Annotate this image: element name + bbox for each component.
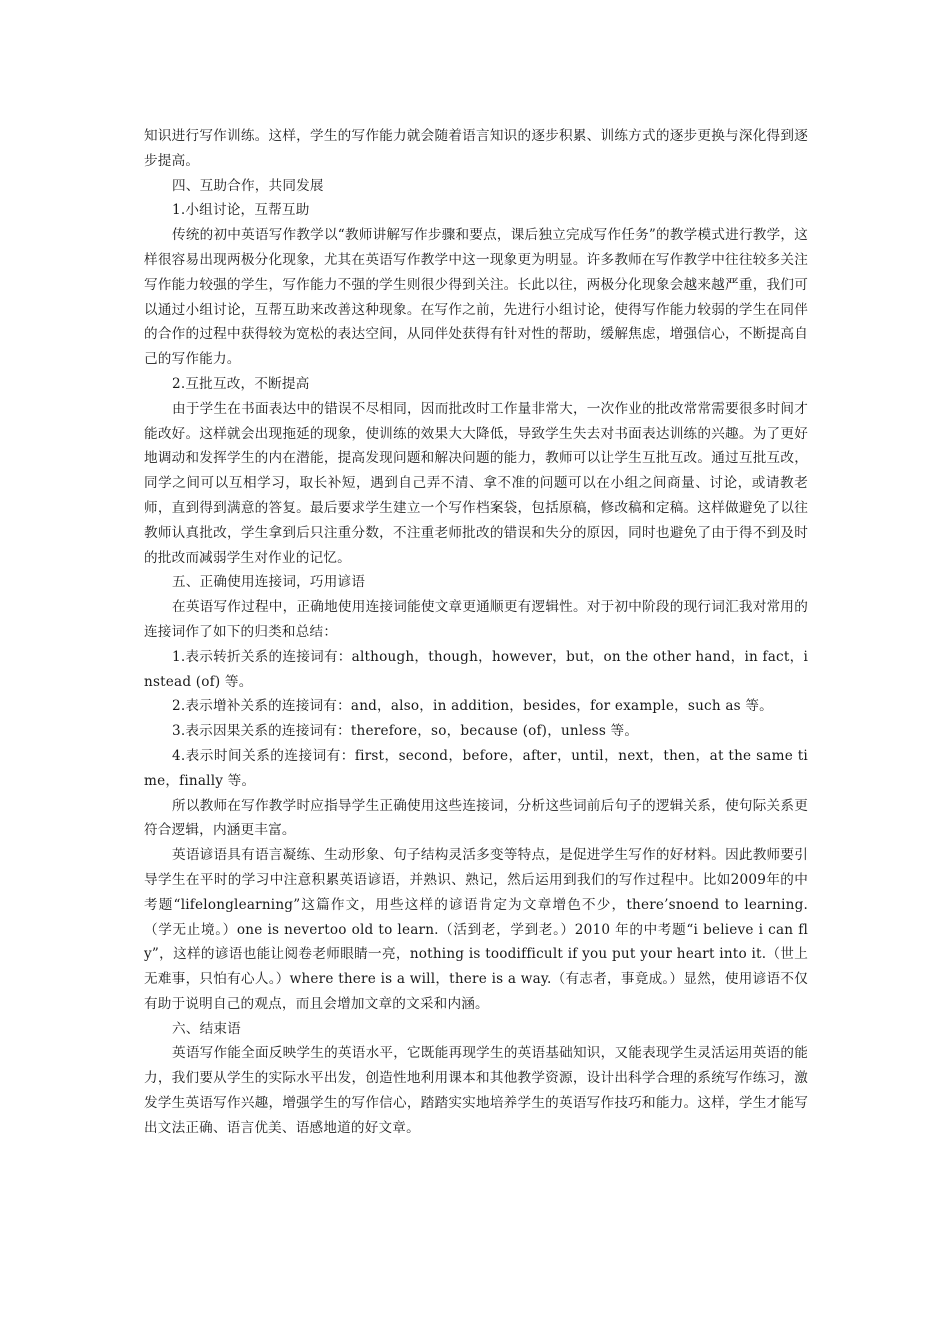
paragraph-connectives-intro: 在英语写作过程中，正确地使用连接词能使文章更通顺更有逻辑性。对于初中阶段的现行词汇我对常用的连接词作了如下的归类和总结： [144, 599, 808, 640]
paragraph-connectives-summary: 所以教师在写作教学时应指导学生正确使用这些连接词，分析这些词前后句子的逻辑关系，使句际关系更符合逻辑，内涵更丰富。 [144, 797, 808, 839]
subsection-heading-4-2: 2.互批互改，不断提高 [172, 375, 310, 392]
paragraph-continuation: 知识进行写作训练。这样，学生的写作能力就会随着语言知识的逐步积累、训练方式的逐步更换与深化得到逐步提高。 [144, 128, 808, 169]
document-page [144, 124, 808, 1141]
paragraph-proverbs: 英语谚语具有语言凝练、生动形象、句子结构灵活多变等特点，是促进学生写作的好材料。因此教师要引导学生在平时的学习中注意积累英语谚语，并熟识、熟记，然后运用到我们的写作过程中。比如2009年的中考题“lifelonglearning”这篇作文，用些这样的谚语肯定为文章增色不少，there’snoend to learning.（学无止境。）one is nevertoo old to learn.（活到老，学到老。）2010 年的中考题“i believe i can fly”，这样的谚语也能让阅卷老师眼睛一亮，nothing is toodifficult if you put your heart into it.（世上无难事，只怕有心人。）where there is a will，there is a way.（有志者，事竟成。）显然，使用谚语不仅有助于说明自己的观点，而且会增加文章的文采和内涵。 [144, 847, 808, 1012]
section-heading-5: 五、正确使用连接词，巧用谚语 [172, 574, 366, 591]
paragraph-peer-correction: 由于学生在书面表达中的错误不尽相同，因而批改时工作量非常大，一次作业的批改常常需要很多时间才能改好。这样就会出现拖延的现象，使训练的效果大大降低，导致学生失去对书面表达训练的兴趣。为了更好地调动和发挥学生的内在潜能，提高发现问题和解决问题的能力，教师可以让学生互批互改。通过互批互改，同学之间可以互相学习，取长补短，遇到自己弄不清、拿不准的问题可以在小组之间商量、讨论，或请教老师，直到得到满意的答复。最后要求学生建立一个写作档案袋，包括原稿，修改稿和定稿。这样做避免了以往教师认真批改，学生拿到后只注重分数，不注重老师批改的错误和失分的原因，同时也避免了由于得不到及时的批改而减弱学生对作业的记忆。 [144, 400, 808, 566]
paragraph-conclusion: 英语写作能全面反映学生的英语水平，它既能再现学生的英语基础知识，又能表现学生灵活运用英语的能力，我们要从学生的实际水平出发，创造性地利用课本和其他教学资源，设计出科学合理的系统写作练习，激发学生英语写作兴趣，增强学生的写作信心，踏踏实实地培养学生的英语写作技巧和能力。这样，学生才能写出文法正确、语言优美、语感地道的好文章。 [144, 1045, 808, 1136]
section-heading-4: 四、互助合作，共同发展 [172, 177, 324, 194]
paragraph-group-discussion: 传统的初中英语写作教学以“教师讲解写作步骤和要点，课后独立完成写作任务”的教学模式进行教学，这样很容易出现两极分化现象，尤其在英语写作教学中这一现象更为明显。许多教师在写作教学中往往较多关注写作能力较强的学生，写作能力不强的学生则很少得到关注。长此以往，两极分化现象会越来越严重，我们可以通过小组讨论，互帮互助来改善这种现象。在写作之前，先进行小组讨论，使得写作能力较弱的学生在同伴的合作的过程中获得较为宽松的表达空间，从同伴处获得有针对性的帮助，缓解焦虑，增强信心，不断提高自己的写作能力。 [144, 227, 808, 368]
list-item-cause: 3.表示因果关系的连接词有：therefore，so，because (of)，unless 等。 [172, 723, 639, 740]
list-item-addition: 2.表示增补关系的连接词有：and，also，in addition，besides，for example，such as 等。 [172, 698, 773, 715]
list-item-contrast: 1.表示转折关系的连接词有：although，though，however，but，on the other hand，in fact，instead (of) 等。 [144, 648, 808, 690]
subsection-heading-4-1: 1.小组讨论，互帮互助 [172, 202, 310, 219]
section-heading-6: 六、结束语 [172, 1020, 241, 1037]
list-item-time: 4.表示时间关系的连接词有：first，second，before，after，until，next，then，at the same time，finally 等。 [144, 747, 808, 789]
